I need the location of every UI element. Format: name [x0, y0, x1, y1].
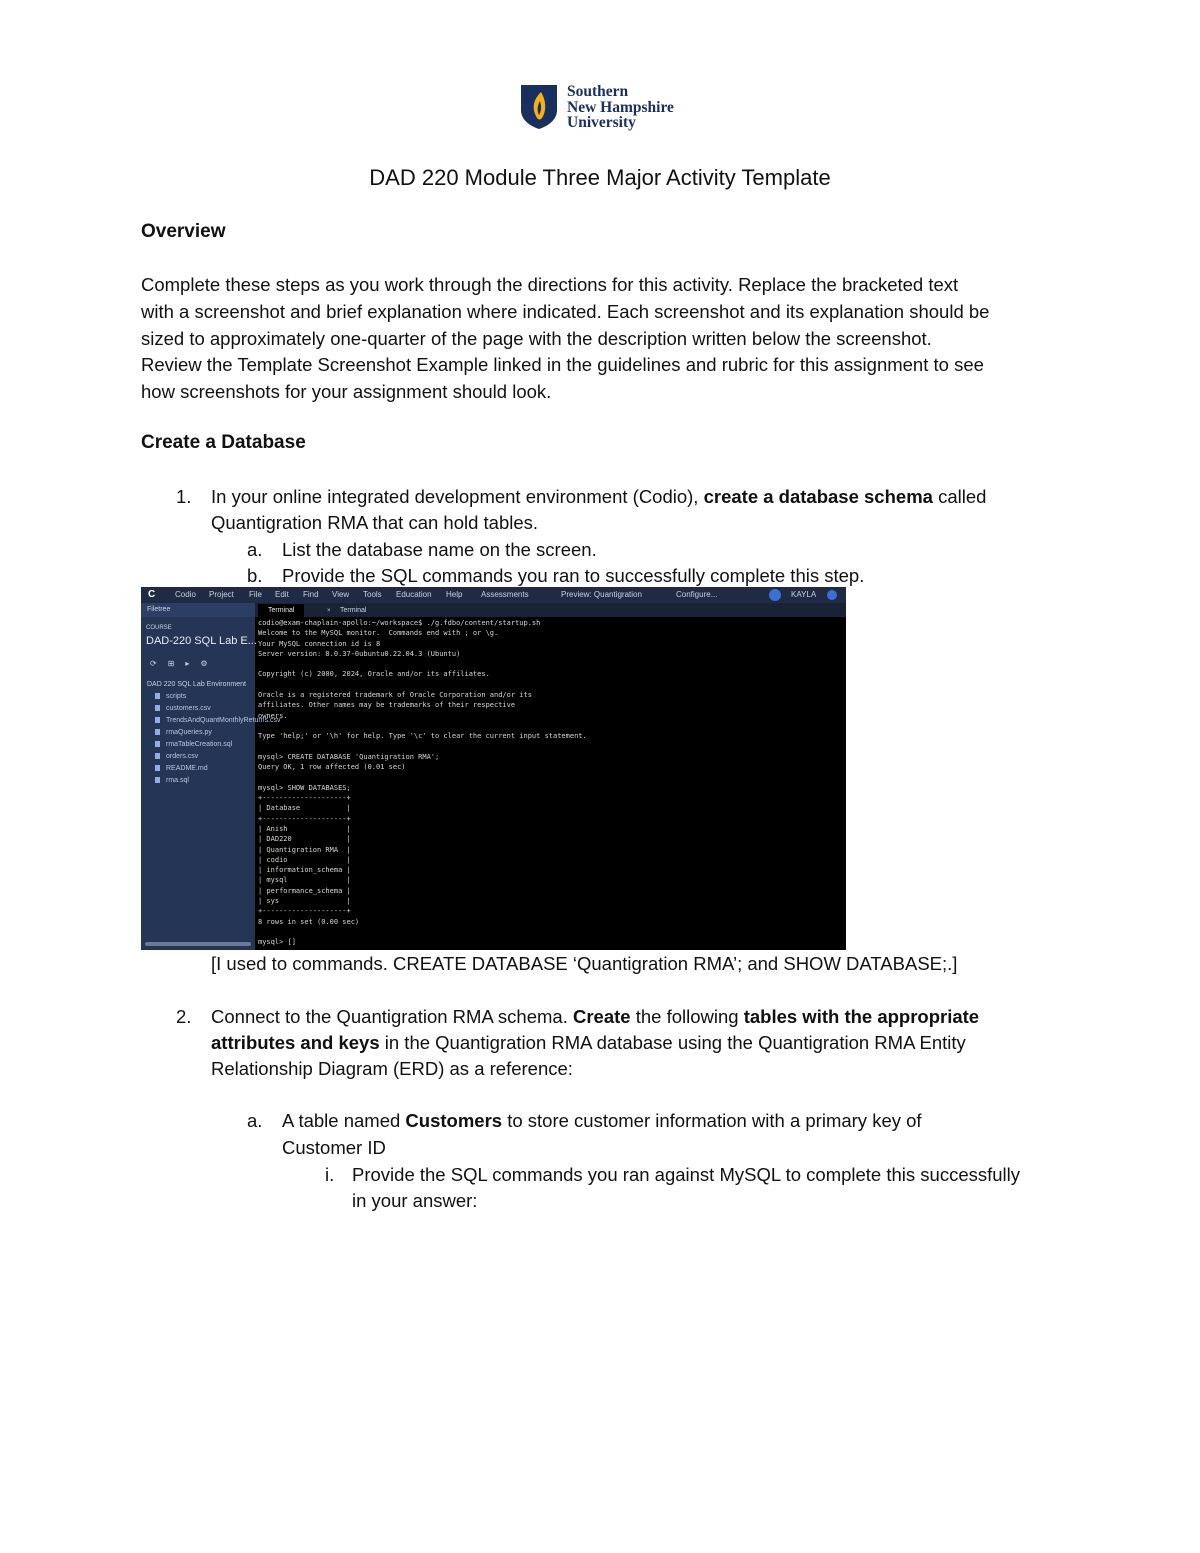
step-1-line-2: Quantigration RMA that can hold tables. — [211, 512, 539, 533]
menu-project: Project — [209, 590, 234, 599]
menu-preview: Preview: Quantigration — [561, 590, 642, 599]
step-2a-i-number: i. — [325, 1164, 335, 1185]
overview-line-5: how screenshots for your assignment should look. — [141, 381, 552, 402]
terminal-line: +--------------------+ — [258, 794, 351, 803]
menu-help: Help — [446, 590, 463, 599]
file-icon — [155, 729, 160, 735]
overview-line-4: Review the Template Screenshot Example linked in the guidelines and rubric for this assignment to see — [141, 354, 984, 375]
terminal-line: mysql> [] — [258, 938, 296, 947]
codio-terminal-screenshot — [141, 587, 846, 950]
terminal-line — [258, 742, 843, 752]
terminal-line: mysql> SHOW DATABASES; — [258, 783, 351, 792]
menu-codio: Codio — [175, 590, 196, 599]
file-icon — [155, 693, 160, 699]
user-name: KAYLA — [791, 590, 817, 599]
menu-edit: Edit — [275, 590, 289, 599]
file-icon — [155, 777, 160, 783]
terminal-line: | Quantigration RMA | — [258, 845, 351, 854]
terminal-line: owners. — [258, 711, 288, 720]
step-2a-i-line-2: in your answer: — [352, 1190, 478, 1211]
document-title: DAD 220 Module Three Major Activity Template — [369, 165, 831, 190]
file-item: rmaQueries.py — [155, 729, 212, 736]
step-2-line-1: Connect to the Quantigration RMA schema. Create the following tables with the appropriate — [211, 1006, 980, 1027]
terminal-line: Oracle is a registered trademark of Oracle Corporation and/or its — [258, 691, 532, 700]
terminal-line: +--------------------+ — [258, 814, 351, 823]
file-item: TrendsAndQuantMonthlyReturns.csv — [155, 717, 281, 724]
step-2a-line-2: Customer ID — [282, 1137, 386, 1158]
terminal-line — [258, 680, 843, 690]
overview-line-1: Complete these steps as you work through the directions for this activity. Replace the bracketed text — [141, 274, 959, 295]
terminal-tab-1: Terminal — [258, 604, 304, 617]
terminal-line: 8 rows in set (0.00 sec) — [258, 917, 360, 926]
terminal-line: Query OK, 1 row affected (0.01 sec) — [258, 763, 406, 772]
menu-assessments: Assessments — [481, 590, 529, 599]
file-item: scripts — [155, 693, 186, 700]
file-item: rmaTableCreation.sql — [155, 741, 232, 748]
file-icon — [155, 705, 160, 711]
terminal-line: | mysql | — [258, 876, 351, 885]
menu-view: View — [332, 590, 350, 599]
file-icon — [155, 717, 160, 723]
overview-line-2: with a screenshot and brief explanation where indicated. Each screenshot and its explanation should be — [141, 301, 990, 322]
terminal-line — [258, 659, 843, 669]
file-item: rma.sql — [155, 777, 189, 784]
project-name: DAD-220 SQL Lab E... — [146, 635, 257, 647]
file-item: customers.csv — [155, 705, 211, 712]
file-icon — [155, 741, 160, 747]
terminal-line: Server version: 8.0.37-0ubuntu0.22.04.3 (Ubuntu) — [258, 649, 461, 658]
overview-heading: Overview — [141, 221, 226, 242]
terminal-line: | Anish | — [258, 824, 351, 833]
logo-line-1: Southern — [567, 83, 629, 100]
terminal-line: affiliates. Other names may be trademarks of their respective — [258, 701, 516, 710]
filetree-scrollbar — [145, 942, 251, 946]
step-1-line-1: In your online integrated development environment (Codio), create a database schema called — [211, 486, 987, 507]
overview-line-3: sized to approximately one-quarter of the page with the description written below the screenshot. — [141, 328, 932, 349]
terminal-line — [258, 721, 843, 731]
terminal-line: Copyright (c) 2000, 2024, Oracle and/or its affiliates. — [258, 670, 490, 679]
terminal-line: Type 'help;' or '\h' for help. Type '\c' to clear the current input statement. — [258, 732, 587, 741]
menu-tools: Tools — [363, 590, 382, 599]
codio-logo-icon: C — [148, 589, 156, 600]
step-1a-number: a. — [247, 539, 263, 560]
filetree-header: Filetree — [147, 606, 171, 613]
university-logo — [520, 84, 690, 134]
shield-flame-icon — [520, 84, 558, 130]
codio-menu-bar — [141, 587, 846, 603]
terminal-output — [258, 618, 843, 948]
menu-configure: Configure... — [676, 590, 718, 599]
terminal-line: Welcome to the MySQL monitor. Commands end with ; or \g. — [258, 629, 499, 638]
file-icon — [155, 765, 160, 771]
file-item: orders.csv — [155, 753, 198, 760]
terminal-line: codio@exam-chaplain-apollo:~/workspace$ ./g.fdbo/content/startup.sh — [258, 619, 541, 627]
terminal-line: +--------------------+ — [258, 907, 351, 916]
terminal-line: | performance_schema | — [258, 886, 351, 895]
terminal-tab-2: Terminal — [340, 607, 367, 614]
step-1a-text: List the database name on the screen. — [282, 539, 597, 560]
step-1-number: 1. — [176, 486, 192, 507]
user-avatar-icon — [827, 590, 837, 600]
step-2a-line-1: A table named Customers to store customer information with a primary key of — [282, 1110, 922, 1131]
terminal-line: Your MySQL connection id is 8 — [258, 639, 381, 648]
step-2-line-2: attributes and keys in the Quantigration RMA database using the Quantigration RMA Entity — [211, 1032, 966, 1053]
logo-line-3: University — [567, 114, 636, 131]
terminal-line: mysql> CREATE DATABASE 'Quantigration RMA'; — [258, 752, 440, 761]
file-icon — [155, 753, 160, 759]
step-2-line-3: Relationship Diagram (ERD) as a reference: — [211, 1058, 573, 1079]
filetree-label: COURSE — [146, 625, 172, 631]
step-2a-i-line-1: Provide the SQL commands you ran against MySQL to complete this successfully — [352, 1164, 1021, 1185]
terminal-line: | DAD220 | — [258, 835, 351, 844]
terminal-line: | codio | — [258, 855, 351, 864]
terminal-line: | information_schema | — [258, 866, 351, 875]
step-2a-number: a. — [247, 1110, 263, 1131]
step-2-number: 2. — [176, 1006, 192, 1027]
terminal-line — [258, 772, 843, 782]
logo-line-2: New Hampshire — [567, 98, 674, 116]
terminal-line: | sys | — [258, 897, 351, 906]
terminal-tab-bar — [255, 603, 846, 617]
filetree-root: DAD 220 SQL Lab Environment — [147, 681, 246, 688]
file-item: README.md — [155, 765, 208, 772]
terminal-line — [258, 927, 843, 937]
terminal-line: | Database | — [258, 804, 351, 813]
menu-find: Find — [303, 590, 319, 599]
call-icon — [769, 589, 781, 601]
step-1b-text: Provide the SQL commands you ran to successfully complete this step. — [282, 565, 865, 586]
screenshot-caption: [I used to commands. CREATE DATABASE ‘Quantigration RMA’; and SHOW DATABASE;.] — [211, 953, 958, 974]
create-database-heading: Create a Database — [141, 432, 306, 453]
logo-wordmark — [567, 84, 674, 131]
menu-education: Education — [396, 590, 432, 599]
step-1b-number: b. — [247, 565, 263, 586]
close-icon: × — [327, 608, 331, 614]
menu-file: File — [249, 590, 262, 599]
filetree-toolbar-icons: ⟳⊞▸⚙ — [150, 659, 219, 668]
